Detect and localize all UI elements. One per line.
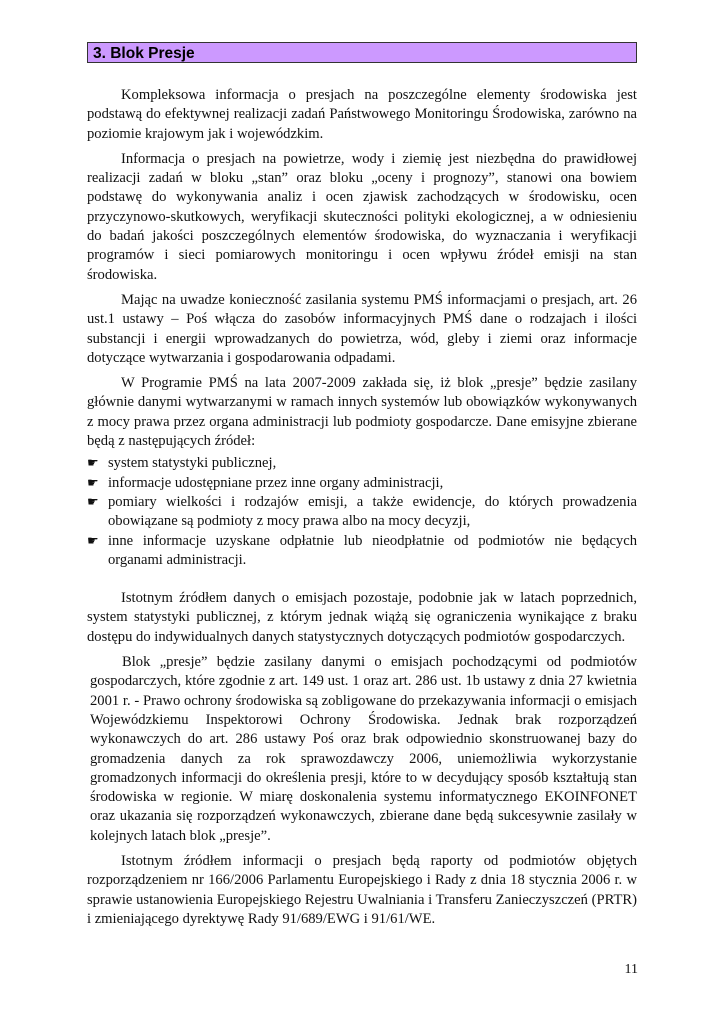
pointing-hand-icon: ☛ xyxy=(87,494,99,510)
section-heading: 3. Blok Presje xyxy=(87,42,637,63)
list-item-text: pomiary wielkości i rodzajów emisji, a także ewidencje, do których prowadzenia obowiązane są podmioty z mocy prawa albo na mocy decyzji, xyxy=(108,493,637,530)
list-item xyxy=(87,474,637,493)
emission-sources-list xyxy=(87,454,637,570)
paragraph-program: W Programie PMŚ na lata 2007-2009 zakłada się, iż blok „presje” będzie zasilany głównie danymi wytwarzanymi w ramach innych systemów lub obowiązków wykonywanych z mocy prawa przez organa administracji lub podmioty gospodarcze. Dane emisyjne zbierane będą z następujących źródeł: xyxy=(87,375,637,450)
spacer xyxy=(87,570,637,589)
list-item xyxy=(87,454,637,473)
paragraph-prtr: Istotnym źródłem informacji o presjach będą raporty od podmiotów objętych rozporządzeniem nr 166/2006 Parlamentu Europejskiego i Rady z dnia 18 stycznia 2006 r. w sprawie ustanowienia Europejskiego Rejestru Uwalniania i Transferu Zanieczyszczeń (PRTR) i zmieniającego dyrektywę Rady 91/689/EWG i 91/61/WE. xyxy=(87,852,637,927)
pointing-hand-icon: ☛ xyxy=(87,475,99,491)
paragraph-presje-info: Informacja o presjach na powietrze, wody i ziemię jest niezbędna do prawidłowej realizacji zadań w bloku „stan” oraz bloku „oceny i prognozy”, stanowi ona bowiem podstawę do wykonywania analiz i ocen zjawisk zachodzących w środowisku, ocen przyczynowo-skutkowych, weryfikacji skuteczności polityki ekologicznej, a w odniesieniu do badań jakości poszczególnych elementów środowiska, do wyznaczania i weryfikacji programów i sieci pomiarowych monitoringu i ocen wpływu źródeł emisji na stan środowiska. xyxy=(87,150,637,283)
page-number: 11 xyxy=(624,962,638,977)
pointing-hand-icon: ☛ xyxy=(87,533,99,549)
paragraph-statistics: Istotnym źródłem danych o emisjach pozostaje, podobnie jak w latach poprzednich, system statystyki publicznej, z którym jednak wiążą się ograniczenia wynikające z braku dostępu do indywidualnych danych statystycznych dotyczących podmiotów gospodarczych. xyxy=(87,590,637,645)
list-item xyxy=(87,532,637,571)
paragraph-pms-system: Mając na uwadze konieczność zasilania systemu PMŚ informacjami o presjach, art. 26 ust.1 ustawy – Poś włącza do zasobów informacyjnych PMŚ dane o rodzajach i ilości substancji i energii wprowadzanych do powietrza, wód, gleby i ziemi oraz informacje dotyczące wytwarzania i gospodarowania odpadami. xyxy=(87,291,637,366)
list-item-text: system statystyki publicznej, xyxy=(108,455,277,472)
pointing-hand-icon: ☛ xyxy=(87,456,99,472)
list-item xyxy=(87,493,637,532)
paragraph-blok-presje: Blok „presje” będzie zasilany danymi o emisjach pochodzącymi od podmiotów gospodarczych, które zgodnie z art. 149 ust. 1 oraz art. 286 ust. 1b ustawy z dnia 27 kwietnia 2001 r. - Prawo ochrony środowiska są zobligowane do przekazywania informacji o emisjach Wojewódzkiemu Inspektorowi Ochrony Środowiska. Jednak brak rozporządzeń wykonawczych do art. 286 ustawy Poś oraz brak odpowiednio skonstruowanej bazy do gromadzenia danych za rok sprawozdawczy 2006, uniemożliwia wykorzystanie gromadzonych informacji do określenia presji, które to w decydujący sposób kształtują stan środowiska w regionie. W miarę doskonalenia systemu informatycznego EKOINFONET oraz ukazania się rozporządzeń wykonawczych, zbierane dane będą sukcesywnie zasilały w kolejnych latach blok „presje”. xyxy=(90,654,637,844)
page-body xyxy=(87,86,637,935)
list-item-text: informacje udostępniane przez inne organy administracji, xyxy=(108,474,444,491)
list-item-text: inne informacje uzyskane odpłatnie lub nieodpłatnie od podmiotów nie będących organami administracji. xyxy=(108,532,637,568)
paragraph-intro: Kompleksowa informacja o presjach na poszczególne elementy środowiska jest podstawą do efektywnej realizacji zadań Państwowego Monitoringu Środowiska, zarówno na poziomie krajowym jak i wojewódzkim. xyxy=(87,87,637,142)
